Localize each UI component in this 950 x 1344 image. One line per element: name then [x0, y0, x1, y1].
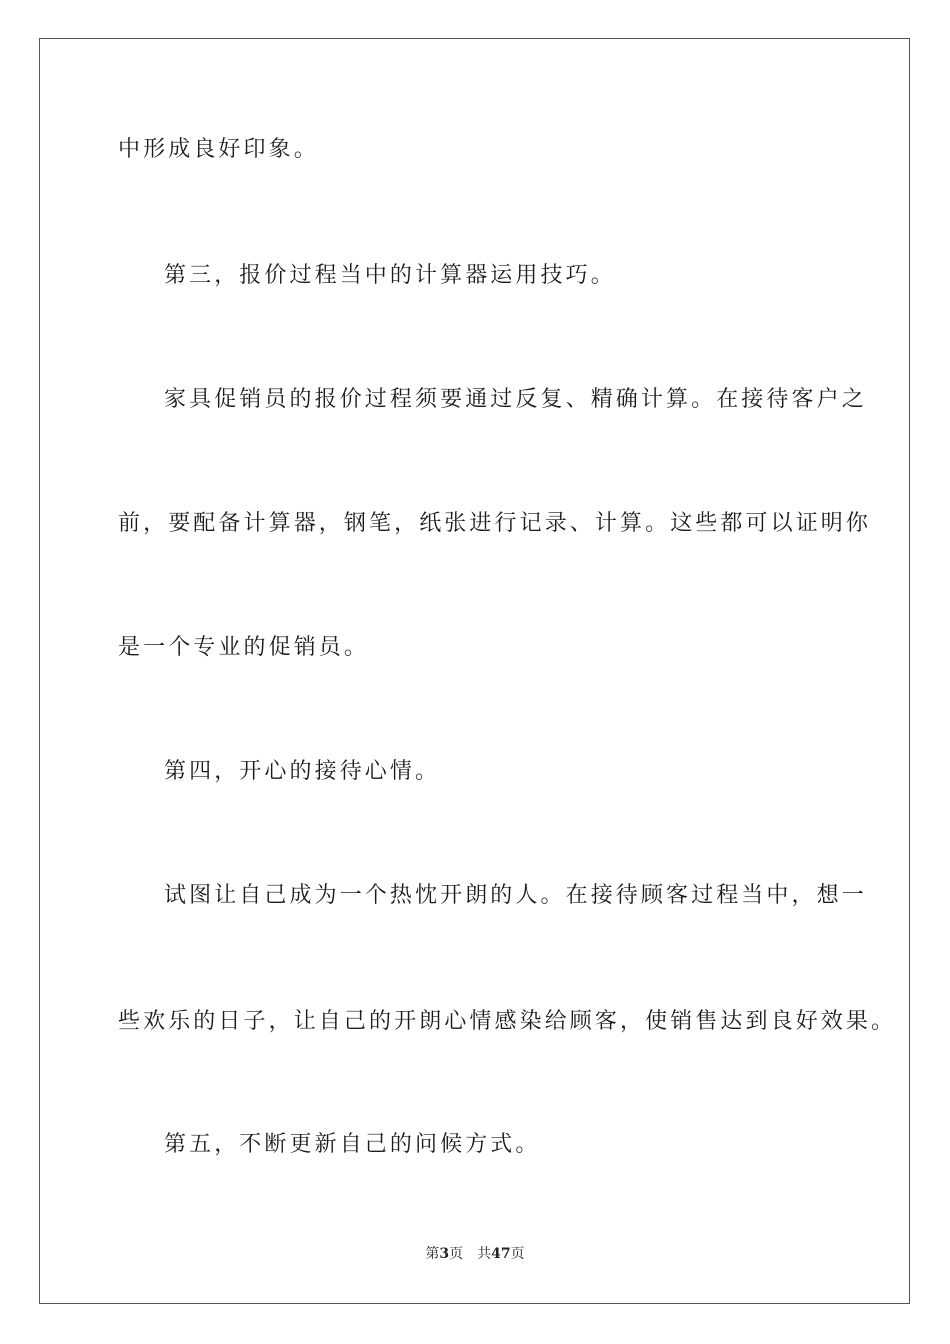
total-prefix: 共 — [477, 1246, 492, 1262]
total-suffix: 页 — [510, 1246, 525, 1262]
body-line-1: 中形成良好印象。 — [118, 137, 319, 162]
page-prefix: 第 — [425, 1246, 440, 1262]
heading-fifth: 第五，不断更新自己的问候方式。 — [164, 1132, 541, 1157]
body-line-5: 是一个专业的促销员。 — [118, 635, 370, 660]
body-line-4: 前，要配备计算器，钢笔，纸张进行记录、计算。这些都可以证明你 — [118, 511, 872, 536]
total-pages: 47 — [491, 1246, 511, 1262]
page-border — [39, 38, 910, 1304]
page-number: 3 — [439, 1246, 450, 1262]
body-line-3: 家具促销员的报价过程须要通过反复、精确计算。在接待客户之 — [164, 387, 867, 412]
body-line-7: 试图让自己成为一个热忱开朗的人。在接待顾客过程当中，想一 — [164, 883, 867, 908]
page-suffix: 页 — [449, 1246, 464, 1262]
heading-fourth: 第四，开心的接待心情。 — [164, 759, 441, 784]
body-line-8: 些欢乐的日子，让自己的开朗心情感染给顾客，使销售达到良好效果。 — [118, 1009, 897, 1034]
page-footer — [0, 1244, 950, 1264]
heading-third: 第三，报价过程当中的计算器运用技巧。 — [164, 263, 616, 288]
